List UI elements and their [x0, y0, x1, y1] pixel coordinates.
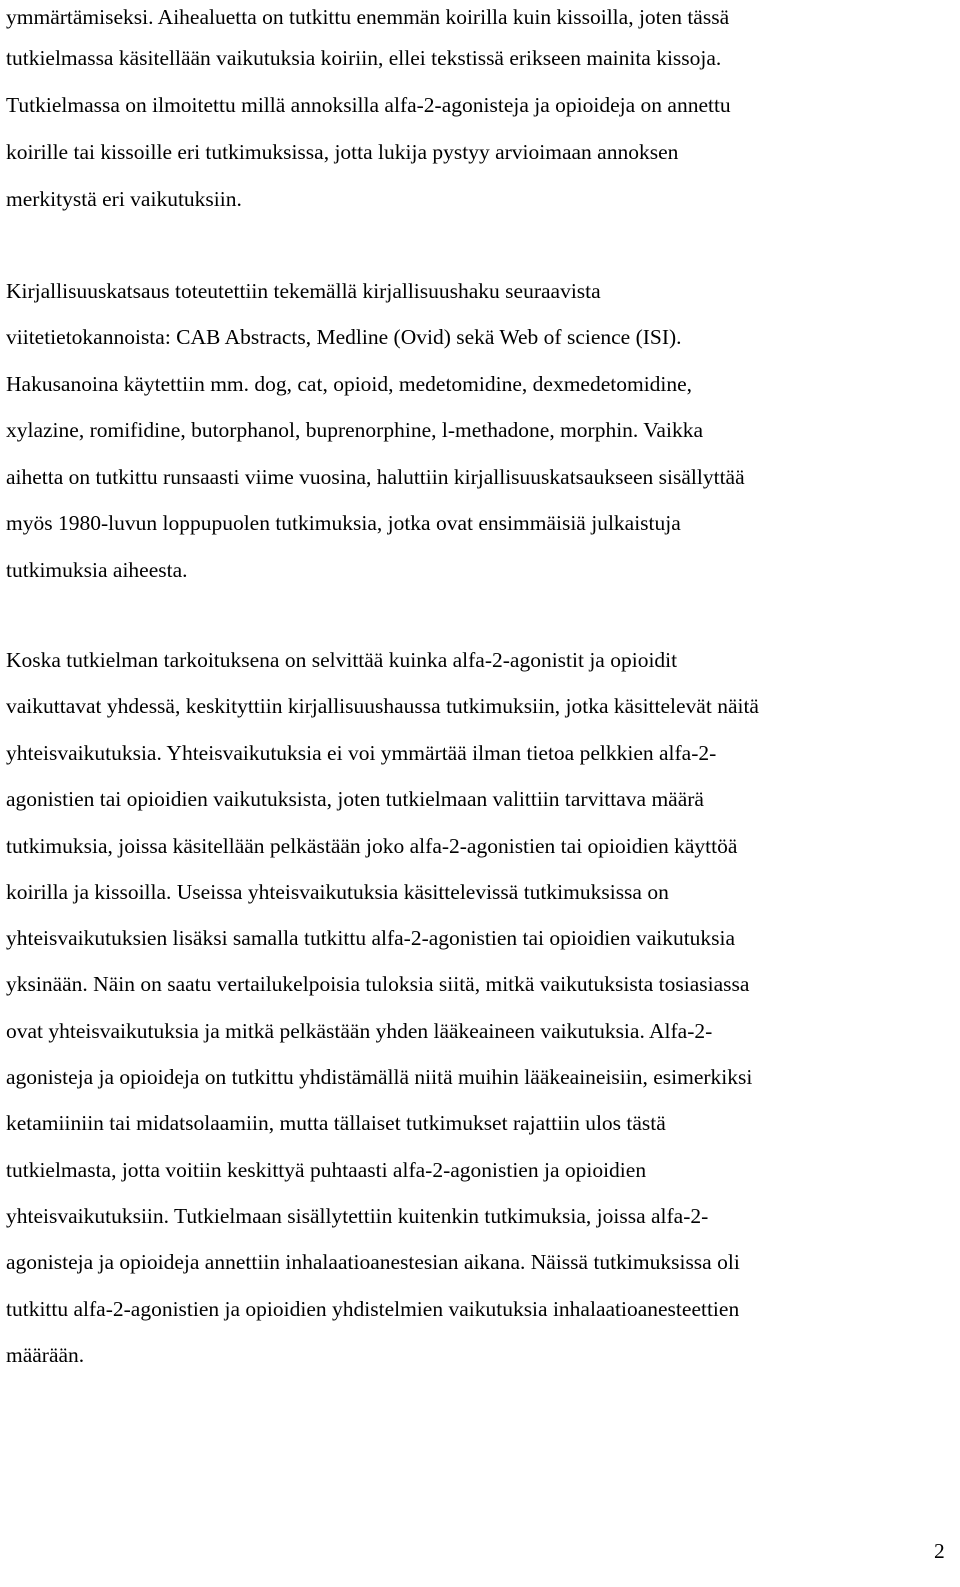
text-line: viitetietokannoista: CAB Abstracts, Medline (Ovid) sekä Web of science (ISI). [6, 325, 682, 349]
text-line: koirilla ja kissoilla. Useissa yhteisvaikutuksia käsittelevissä tutkimuksissa on [6, 880, 669, 904]
text-line: koirille tai kissoille eri tutkimuksissa, jotta lukija pystyy arvioimaan annoksen [6, 140, 679, 164]
text-line: merkitystä eri vaikutuksiin. [6, 187, 242, 211]
text-line: tutkimuksia, joissa käsitellään pelkästään joko alfa-2-agonistien tai opioidien käyttöä [6, 834, 738, 858]
text-line: yksinään. Näin on saatu vertailukelpoisia tuloksia siitä, mitkä vaikutuksista tosiasiassa [6, 972, 750, 996]
text-line: yhteisvaikutuksiin. Tutkielmaan sisällytettiin kuitenkin tutkimuksia, joissa alfa-2- [6, 1204, 709, 1228]
text-line: tutkimuksia aiheesta. [6, 558, 188, 582]
text-line: yhteisvaikutuksia. Yhteisvaikutuksia ei voi ymmärtää ilman tietoa pelkkien alfa-2- [6, 741, 717, 765]
text-line: Kirjallisuuskatsaus toteutettiin tekemällä kirjallisuushaku seuraavista [6, 279, 601, 303]
text-line: tutkielmassa käsitellään vaikutuksia koiriin, ellei tekstissä erikseen mainita kissoja. [6, 46, 722, 70]
text-line: vaikuttavat yhdessä, keskityttiin kirjallisuushaussa tutkimuksiin, jotka käsittelevät näitä [6, 694, 759, 718]
text-line: Tutkielmassa on ilmoitettu millä annoksilla alfa-2-agonisteja ja opioideja on annettu [6, 93, 731, 117]
text-line: tutkielmasta, jotta voitiin keskittyä puhtaasti alfa-2-agonistien ja opioidien [6, 1158, 647, 1182]
text-line: Koska tutkielman tarkoituksena on selvittää kuinka alfa-2-agonistit ja opioidit [6, 648, 678, 672]
text-line: ymmärtämiseksi. Aihealuetta on tutkittu enemmän koirilla kuin kissoilla, joten tässä [6, 5, 730, 29]
text-line: yhteisvaikutuksien lisäksi samalla tutkittu alfa-2-agonistien tai opioidien vaikutuksia [6, 926, 736, 950]
text-line: ovat yhteisvaikutuksia ja mitkä pelkästään yhden lääkeaineen vaikutuksia. Alfa-2- [6, 1019, 713, 1043]
text-line: agonisteja ja opioideja on tutkittu yhdistämällä niitä muihin lääkeaineisiin, esimerkiksi [6, 1065, 753, 1089]
text-line: Hakusanoina käytettiin mm. dog, cat, opioid, medetomidine, dexmedetomidine, [6, 372, 693, 396]
text-line: aihetta on tutkittu runsaasti viime vuosina, haluttiin kirjallisuuskatsaukseen sisällyttää [6, 465, 745, 489]
text-line: tutkittu alfa-2-agonistien ja opioidien yhdistelmien vaikutuksia inhalaatioanesteettien [6, 1297, 740, 1321]
text-line: myös 1980-luvun loppupuolen tutkimuksia, jotka ovat ensimmäisiä julkaistuja [6, 511, 681, 535]
page-number: 2 [934, 1539, 945, 1563]
text-line: ketamiiniin tai midatsolaamiin, mutta tällaiset tutkimukset rajattiin ulos tästä [6, 1111, 666, 1135]
text-line: agonistien tai opioidien vaikutuksista, joten tutkielmaan valittiin tarvittava määrä [6, 787, 704, 811]
text-line: määrään. [6, 1343, 85, 1367]
text-line: agonisteja ja opioideja annettiin inhalaatioanestesian aikana. Näissä tutkimuksissa oli [6, 1250, 740, 1274]
text-line: xylazine, romifidine, butorphanol, buprenorphine, l-methadone, morphin. Vaikka [6, 418, 703, 442]
